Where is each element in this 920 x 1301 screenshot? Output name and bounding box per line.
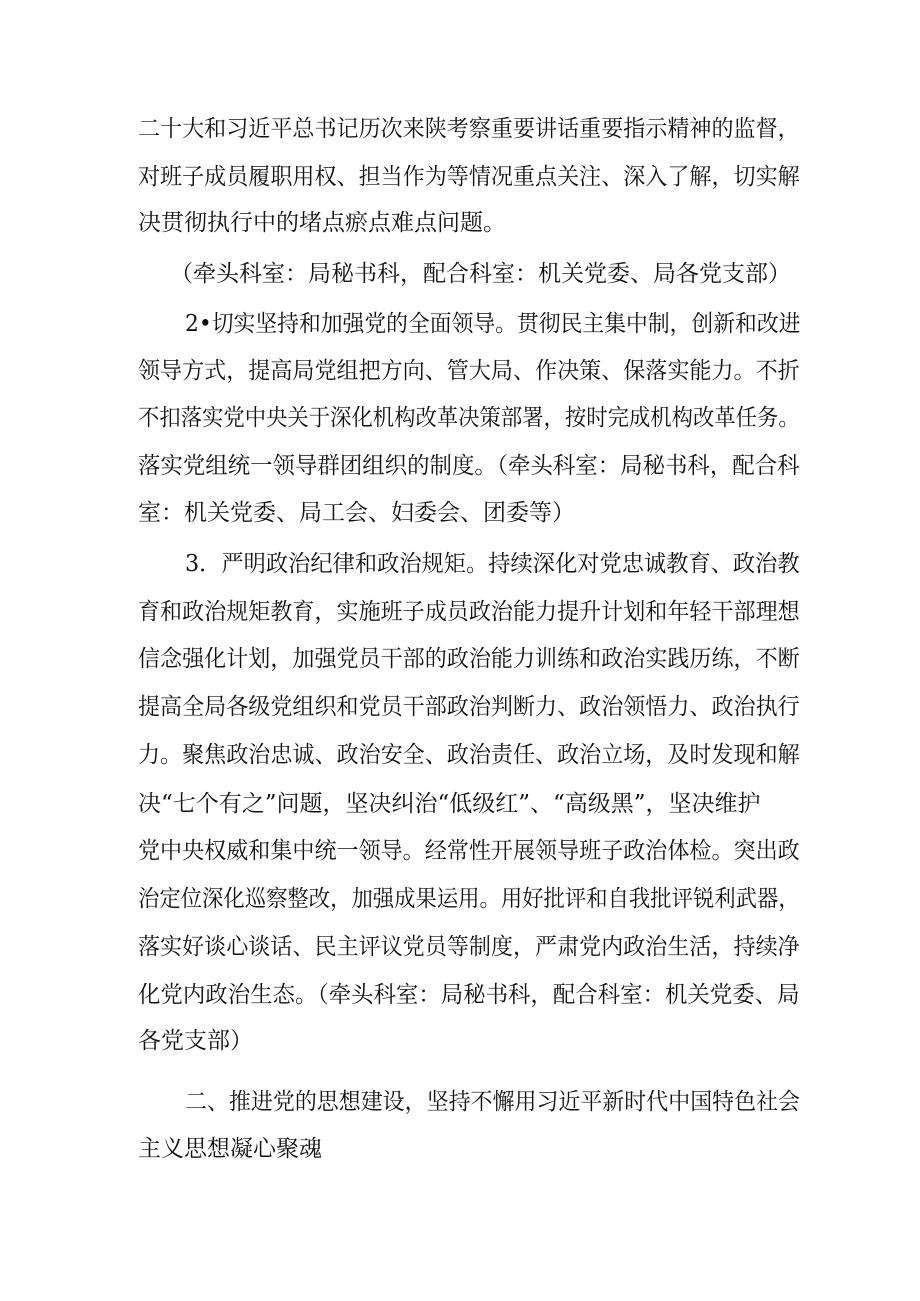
text-line: 落实党组统一领导群团组织的制度。（牵头科室：局秘书科，配合科 [138,453,800,479]
text-line: 二十大和习近平总书记历次来陕考察重要讲话重要指示精神的监督， [138,116,800,142]
text-line: 力。聚焦政治忠诚、政治安全、政治责任、政治立场，及时发现和解 [138,742,800,768]
text-line: 对班子成员履职用权、担当作为等情况重点关注、深入了解，切实解 [138,164,800,190]
text-line: 各党支部） [138,1028,253,1054]
text-line: 决“七个有之”问题，坚决纠治“低级红”、“高级黑”，坚决维护 [138,791,761,817]
text-line: 领导方式，提高局党组把方向、管大局、作决策、保落实能力。不折 [138,358,800,384]
text-line: 室：机关党委、局工会、妇委会、团委等） [138,500,575,526]
text-line: 党中央权威和集中统一领导。经常性开展领导班子政治体检。突出政 [138,838,800,864]
text-line: 落实好谈心谈话、民主评议党员等制度，严肃党内政治生活，持续净 [138,934,800,960]
text-line: 化党内政治生态。（牵头科室：局秘书科，配合科室：机关党委、局 [138,982,800,1008]
section-heading: 主义思想凝心聚魂 [138,1136,322,1162]
text-line: 3．严明政治纪律和政治规矩。持续深化对党忠诚教育、政治教 [185,551,800,577]
text-line: （牵头科室：局秘书科，配合科室：机关党委、局各党支部） [170,261,791,287]
text-line: 提高全局各级党组织和党员干部政治判断力、政治领悟力、政治执行 [138,694,800,720]
text-line: 信念强化计划，加强党员干部的政治能力训练和政治实践历练，不断 [138,646,800,672]
text-line: 2•切实坚持和加强党的全面领导。贯彻民主集中制，创新和改进 [185,311,801,337]
text-line: 决贯彻执行中的堵点瘀点难点问题。 [138,210,506,236]
text-line: 不扣落实党中央关于深化机构改革决策部署，按时完成机构改革任务。 [138,405,800,431]
text-line: 育和政治规矩教育，实施班子成员政治能力提升计划和年轻干部理想 [138,599,800,625]
section-heading: 二、推进党的思想建设，坚持不懈用习近平新时代中国特色社会 [185,1089,801,1115]
text-line: 治定位深化巡察整改，加强成果运用。用好批评和自我批评锐利武器， [138,886,800,912]
